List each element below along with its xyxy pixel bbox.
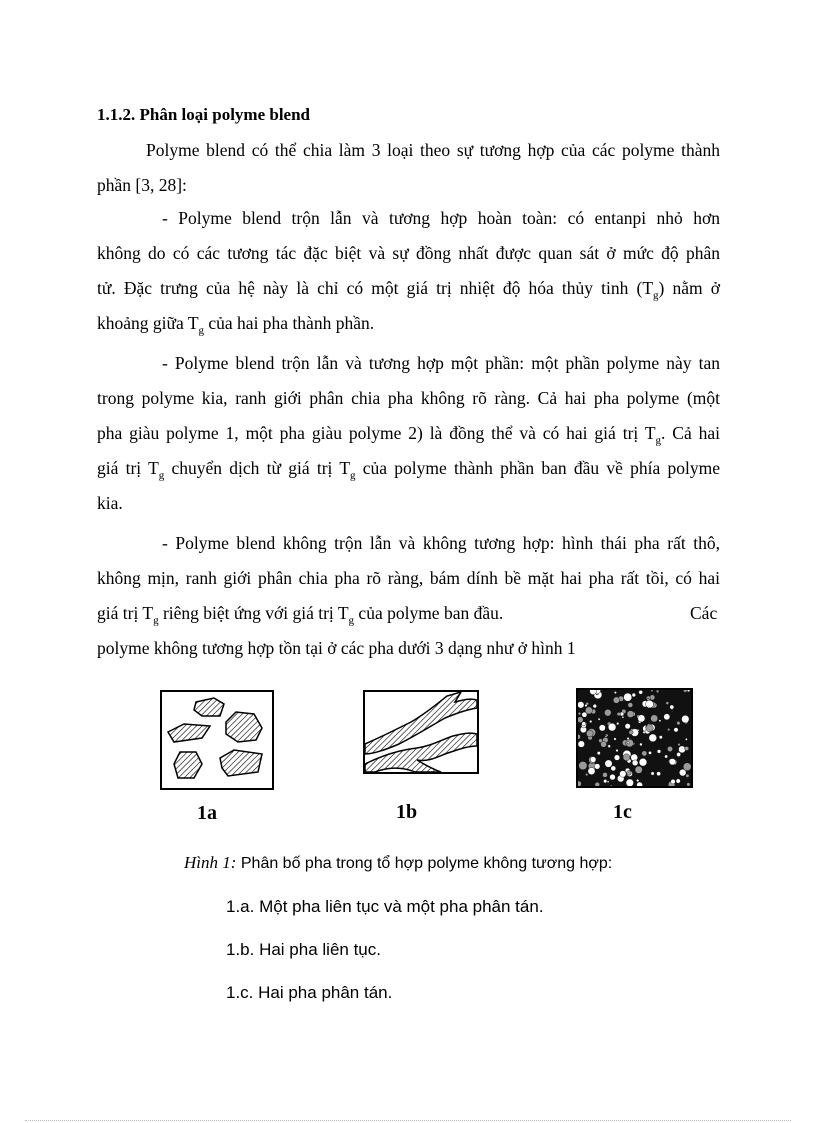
p2-line-3: pha giàu polyme 1, một pha giàu polyme 2) là đồng thể và có hai giá trị $T_g$. Cả hai (97, 423, 720, 447)
intro-line-2: phần [3, 28]: (97, 175, 187, 195)
p3-line-1: - Polyme blend không trộn lẫn và không tương hợp: hình thái pha rất thô, (162, 533, 720, 553)
intro-line-1: Polyme blend có thể chia làm 3 loại theo sự tương hợp của các polyme thành (146, 140, 720, 160)
caption-item-1c: 1.c. Hai pha phân tán. (226, 983, 393, 1002)
figure-label-1a: 1a (197, 802, 217, 824)
caption-item-1a: 1.a. Một pha liên tục và một pha phân tán. (226, 897, 544, 916)
caption-item-1b: 1.b. Hai pha liên tục. (226, 940, 381, 959)
page-bottom-rule (25, 1120, 791, 1121)
p1-line-4: khoảng giữa $T_g$ của hai pha thành phần. (97, 313, 375, 337)
p3-line-4: polyme không tương hợp tồn tại ở các pha dưới 3 dạng như ở hình 1 (97, 638, 576, 658)
p1-line-2: không do có các tương tác đặc biệt và sự đồng nhất được quan sát ở mức độ phân (97, 243, 720, 263)
figure-1b (363, 690, 479, 774)
figure-1c (576, 688, 693, 788)
p1-line-3: tử. Đặc trưng của hệ này là chỉ có một giá trị nhiệt độ hóa thủy tinh $(T_g)$ nằm ở (97, 278, 720, 302)
figure-caption (184, 853, 612, 873)
p2-line-2: trong polyme kia, ranh giới phân chia pha không rõ ràng. Cả hai pha polyme (một (97, 388, 720, 408)
section-heading: 1.1.2. Phân loại polyme blend (97, 105, 311, 124)
p3-line-3-tail: Các (690, 603, 718, 623)
p2-line-4: giá trị $T_g$ chuyển dịch từ giá trị $T_g$ của polyme thành phần ban đầu về phía polyme (97, 458, 720, 482)
p3-line-3: giá trị $T_g$ riêng biệt ứng với giá trị $T_g$ của polyme ban đầu. (97, 603, 504, 627)
figure-label-1c: 1c (613, 801, 632, 823)
caption-prefix: Hình 1: (184, 853, 237, 872)
caption-text: Phân bố pha trong tổ hợp polyme không tương hợp: (236, 855, 613, 872)
p2-line-5: kia. (97, 493, 123, 513)
figure-label-1b: 1b (396, 801, 418, 823)
figure-1a (160, 690, 274, 790)
p2-line-1: - Polyme blend trộn lẫn và tương hợp một phần: một phần polyme này tan (162, 353, 720, 373)
p1-line-1: - Polyme blend trộn lẫn và tương hợp hoàn toàn: có entanpi nhỏ hơn (162, 208, 720, 228)
p3-line-2: không mịn, ranh giới phân chia pha rõ ràng, bám dính bề mặt hai pha rất tồi, có hai (97, 568, 720, 588)
